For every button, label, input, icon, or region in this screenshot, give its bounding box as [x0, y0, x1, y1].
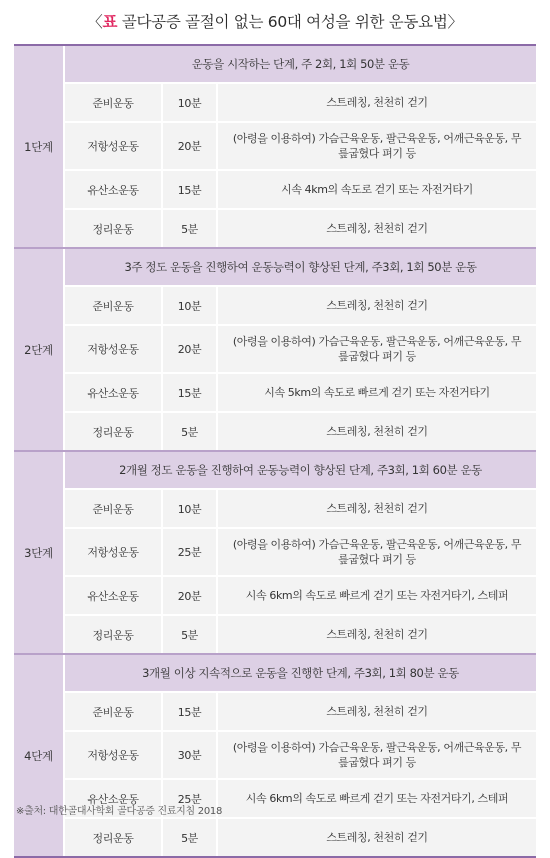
exercise-time: 10분	[163, 84, 218, 121]
exercise-desc: 스트레칭, 천천히 걷기	[326, 705, 428, 718]
exercise-desc: 스트레칭, 천천히 걷기	[326, 628, 428, 641]
exercise-desc: 스트레칭, 천천히 걷기	[326, 222, 428, 235]
exercise-name: 저항성운동	[65, 123, 163, 169]
exercise-name: 유산소운동	[65, 171, 163, 208]
exercise-desc: 시속 4km의 속도로 걷기 또는 자전거타기	[281, 183, 473, 196]
exercise-desc: (아령을 이용하여) 가슴근육운동, 팔근육운동, 어깨근육운동, 무릎굽혔다 펴기 등	[232, 335, 522, 363]
stage-1	[14, 46, 536, 247]
exercise-time: 5분	[163, 413, 218, 450]
exercise-desc: 시속 5km의 속도로 빠르게 걷기 또는 자전거타기	[264, 386, 490, 399]
exercise-desc: 시속 6km의 속도로 빠르게 걷기 또는 자전거타기, 스테퍼	[245, 792, 509, 805]
exercise-name: 준비운동	[65, 693, 163, 730]
title-tag: 표	[102, 13, 118, 31]
table-row	[65, 691, 536, 730]
exercise-time: 20분	[163, 123, 218, 169]
exercise-name: 유산소운동	[65, 780, 163, 817]
table-row	[65, 614, 536, 653]
stage-label: 2단계	[14, 249, 65, 450]
table-row	[65, 121, 536, 169]
table-row	[65, 575, 536, 614]
exercise-name: 정리운동	[65, 616, 163, 653]
stage-heading: 3개월 이상 지속적으로 운동을 진행한 단계, 주3회, 1회 80분 운동	[65, 655, 536, 691]
table-row	[65, 324, 536, 372]
title-close-bracket: 〉	[447, 13, 463, 31]
title-text: 골다공증 골절이 없는 60대 여성을 위한 운동요법	[117, 13, 448, 31]
table-row	[65, 285, 536, 324]
exercise-time: 15분	[163, 374, 218, 411]
title-open-bracket: 〈	[87, 13, 103, 31]
stage-body	[65, 655, 536, 856]
exercise-time: 20분	[163, 326, 218, 372]
exercise-desc: 스트레칭, 천천히 걷기	[326, 831, 428, 844]
exercise-name: 유산소운동	[65, 374, 163, 411]
exercise-desc: (아령을 이용하여) 가슴근육운동, 팔근육운동, 어깨근육운동, 무릎굽혔다 펴기 등	[232, 741, 522, 769]
exercise-time: 25분	[163, 780, 218, 817]
exercise-name: 저항성운동	[65, 326, 163, 372]
source-note: ※출처: 대한골대사학회 골다공증 진료지침 2018	[16, 806, 223, 817]
stage-label: 1단계	[14, 46, 65, 247]
exercise-time: 30분	[163, 732, 218, 778]
stage-body	[65, 46, 536, 247]
stage-label: 4단계	[14, 655, 65, 856]
exercise-desc: 스트레칭, 천천히 걷기	[326, 96, 428, 109]
exercise-time: 15분	[163, 171, 218, 208]
exercise-desc: (아령을 이용하여) 가슴근육운동, 팔근육운동, 어깨근육운동, 무릎굽혔다 펴기 등	[232, 132, 522, 160]
exercise-time: 15분	[163, 693, 218, 730]
table-row	[65, 730, 536, 778]
exercise-time: 25분	[163, 529, 218, 575]
exercise-table	[14, 44, 536, 858]
stage-4	[14, 653, 536, 856]
table-row	[65, 372, 536, 411]
table-title	[0, 10, 550, 32]
exercise-desc: 스트레칭, 천천히 걷기	[326, 502, 428, 515]
stage-heading: 3주 정도 운동을 진행하여 운동능력이 향상된 단계, 주3회, 1회 50분 운동	[65, 249, 536, 285]
stage-body	[65, 249, 536, 450]
table-row	[65, 488, 536, 527]
exercise-desc: 시속 6km의 속도로 빠르게 걷기 또는 자전거타기, 스테퍼	[245, 589, 509, 602]
exercise-desc: 스트레칭, 천천히 걷기	[326, 299, 428, 312]
exercise-desc: 스트레칭, 천천히 걷기	[326, 425, 428, 438]
exercise-name: 저항성운동	[65, 529, 163, 575]
exercise-name: 준비운동	[65, 287, 163, 324]
exercise-name: 준비운동	[65, 490, 163, 527]
exercise-time: 20분	[163, 577, 218, 614]
stage-2	[14, 247, 536, 450]
table-row	[65, 169, 536, 208]
exercise-name: 저항성운동	[65, 732, 163, 778]
table-row	[65, 527, 536, 575]
exercise-name: 정리운동	[65, 210, 163, 247]
exercise-desc: (아령을 이용하여) 가슴근육운동, 팔근육운동, 어깨근육운동, 무릎굽혔다 펴기 등	[232, 538, 522, 566]
exercise-time: 10분	[163, 490, 218, 527]
stage-heading: 2개월 정도 운동을 진행하여 운동능력이 향상된 단계, 주3회, 1회 60분 운동	[65, 452, 536, 488]
table-row	[65, 817, 536, 856]
stage-label: 3단계	[14, 452, 65, 653]
exercise-time: 10분	[163, 287, 218, 324]
exercise-name: 정리운동	[65, 819, 163, 856]
exercise-time: 5분	[163, 819, 218, 856]
exercise-time: 5분	[163, 210, 218, 247]
table-row	[65, 82, 536, 121]
table-row	[65, 208, 536, 247]
stage-body	[65, 452, 536, 653]
stage-heading: 운동을 시작하는 단계, 주 2회, 1회 50분 운동	[65, 46, 536, 82]
exercise-name: 준비운동	[65, 84, 163, 121]
stage-3	[14, 450, 536, 653]
exercise-name: 유산소운동	[65, 577, 163, 614]
exercise-name: 정리운동	[65, 413, 163, 450]
table-row	[65, 411, 536, 450]
exercise-time: 5분	[163, 616, 218, 653]
